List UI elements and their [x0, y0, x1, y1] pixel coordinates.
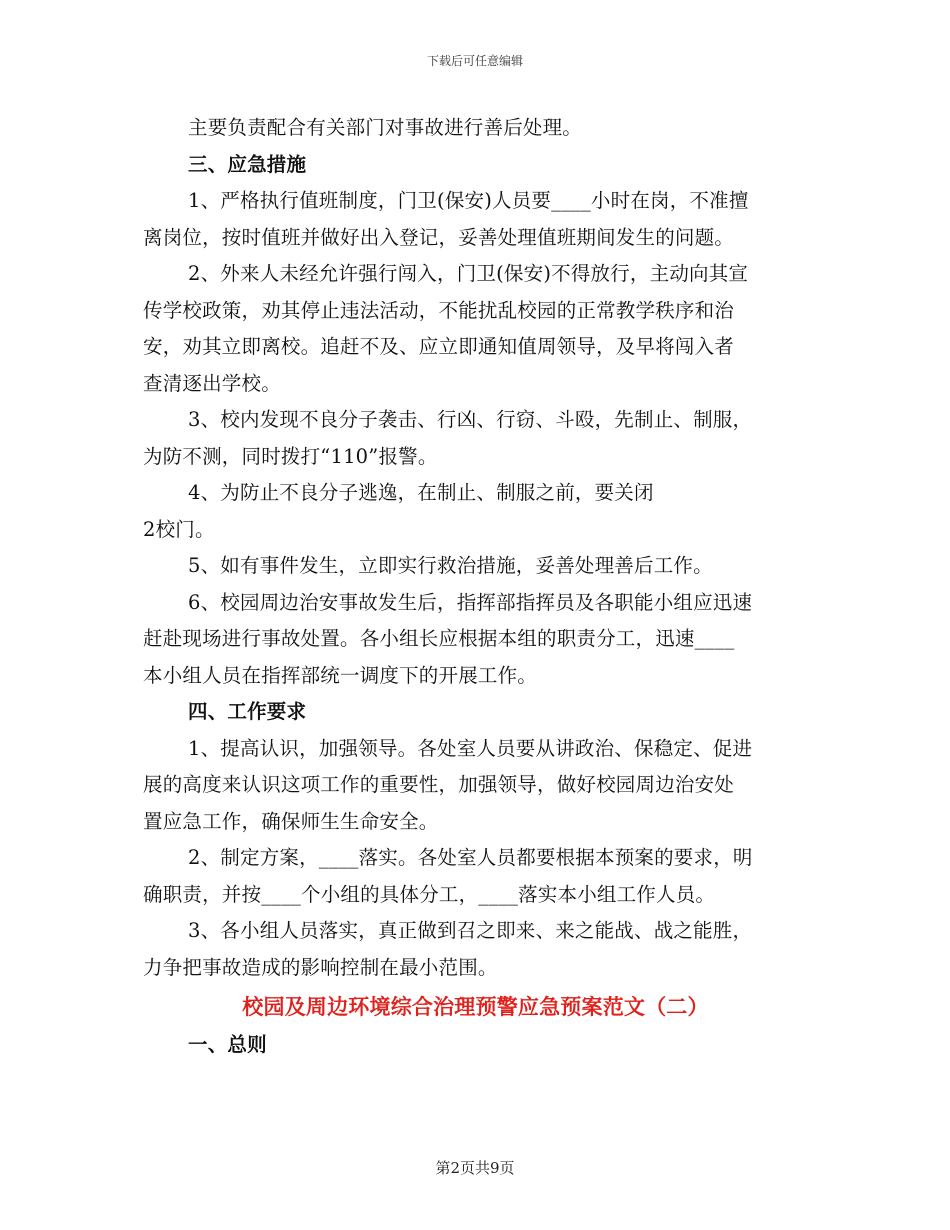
subheading-general: 一、总则 [188, 1033, 267, 1056]
text-line: 6、校园周边治安事故发生后，指挥部指挥员及各职能小组应迅速 [188, 590, 753, 614]
text-line: 5、如有事件发生，立即实行救治措施，妥善处理善后工作。 [188, 554, 713, 577]
text-line: 1、严格执行值班制度，门卫(保安)人员要____小时在岗，不准擅 [188, 189, 749, 212]
paragraph-lines [143, 110, 808, 986]
text-line: 离岗位，按时值班并做好出入登记，妥善处理值班期间发生的问题。 [143, 225, 735, 249]
text-line: 3、各小组人员落实，真正做到召之即来、来之能战、战之能胜， [188, 919, 753, 942]
text-line: 2、制定方案，____落实。各处室人员都要根据本预案的要求，明 [188, 846, 753, 869]
text-line: 为防不测，同时拨打“110”报警。 [143, 444, 438, 468]
text-line: 安，劝其立即离校。追赶不及、应立即通知值周领导，及早将闯入者 [143, 335, 735, 358]
text-line: 查清逐出学校。 [143, 371, 281, 395]
text-line: 3、校内发现不良分子袭击、行凶、行窃、斗殴，先制止、制服， [188, 408, 753, 431]
text-line: 赶赴现场进行事故处置。各小组长应根据本组的职责分工，迅速____ [143, 627, 735, 650]
text-line: 置应急工作，确保师生生命安全。 [143, 809, 439, 833]
text-line: 传学校政策，劝其停止违法活动，不能扰乱校园的正常教学秩序和治 [143, 298, 735, 322]
text-line: 2校门。 [143, 517, 215, 541]
page-footer: 第2页共9页 [435, 1159, 515, 1177]
text-line: 1、提高认识，加强领导。各处室人员要从讲政治、保稳定、促进 [188, 736, 753, 760]
section-heading: 四、工作要求 [188, 700, 307, 723]
text-line: 2、外来人未经允许强行闯入，门卫(保安)不得放行，主动向其宣 [188, 262, 749, 285]
text-line: 本小组人员在指挥部统一调度下的开展工作。 [143, 663, 538, 687]
section-heading: 三、应急措施 [188, 152, 307, 176]
page-header: 下载后可任意编辑 [426, 54, 523, 68]
text-line: 主要负责配合有关部门对事故进行善后处理。 [188, 116, 583, 139]
section-title: 校园及周边环境综合治理预警应急预案范文（二） [242, 995, 709, 1019]
document-body [143, 110, 808, 1064]
text-line: 展的高度来认识这项工作的重要性，加强领导，做好校园周边治安处 [143, 773, 735, 796]
text-line: 力争把事故造成的影响控制在最小范围。 [143, 955, 498, 979]
text-line: 4、为防止不良分子逃逸，在制止、制服之前，要关闭 [188, 481, 654, 504]
text-line: 确职责，并按____个小组的具体分工，____落实本小组工作人员。 [143, 882, 716, 906]
